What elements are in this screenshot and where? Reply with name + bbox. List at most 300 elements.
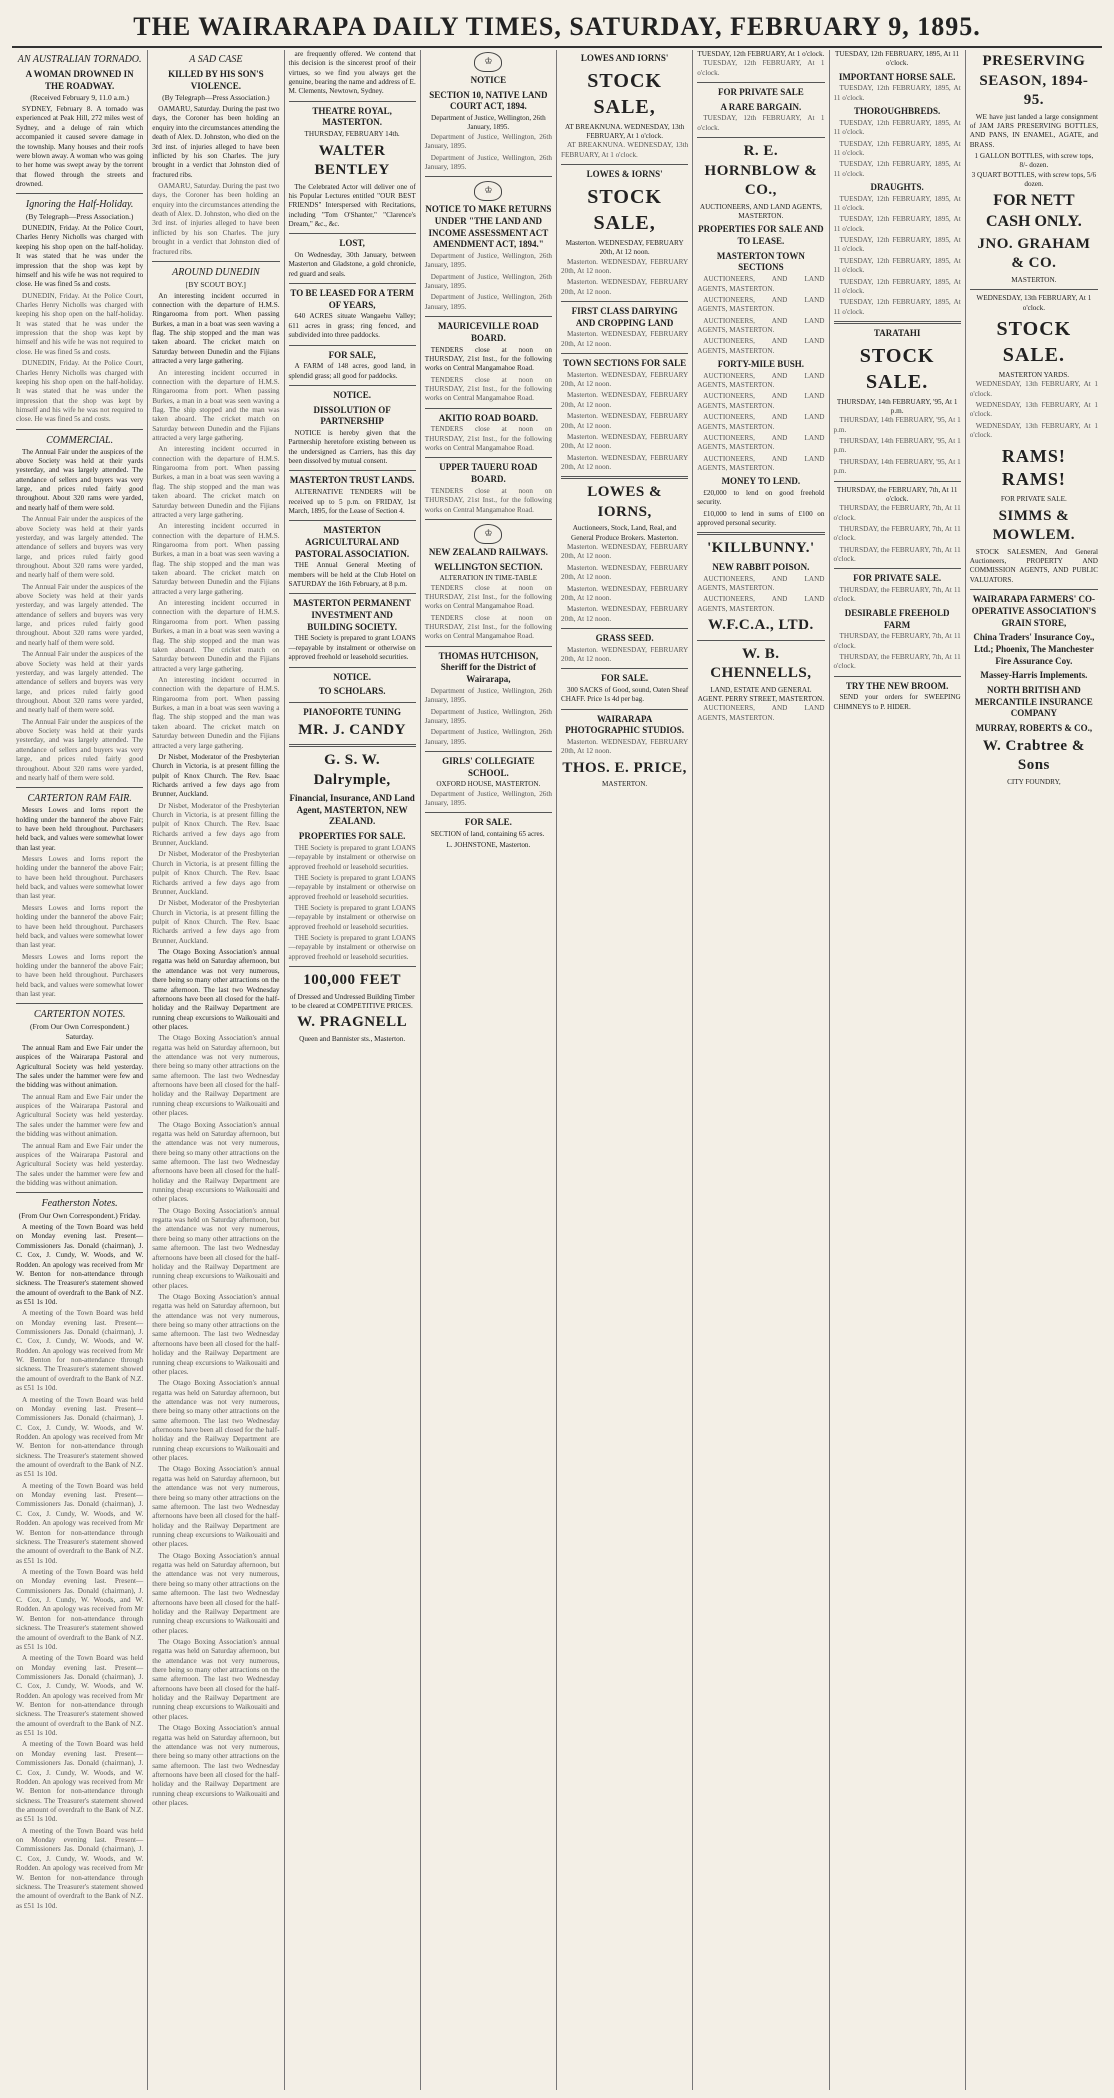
article-body: The Otago Boxing Association's annual regatta was held on Saturday afternoon, but the attendance was not very numerous, there being so many other attractions on the same afternoon. The last two Wednesday afternoons have been all closed for the half-holiday and the Railway Department are running cheap excursions to Waikouaiti and other places. [152, 948, 280, 1031]
ad-rabbit-poison: NEW RABBIT POISON. [712, 561, 810, 572]
ad-dairying-land: FIRST CLASS DAIRYING AND CROPPING LAND [571, 305, 678, 328]
ad-text: TUESDAY, 12th FEBRUARY, 1895, At 11 o'clock. [833, 298, 961, 316]
notice-text: TENDERS close at noon on THURSDAY, 21st Inst., for the following works on Central Mangamahoe Road. [424, 613, 552, 641]
article-body: Messrs Lowes and Iorns report the holding under the bannerof the above Fair; to have been held throughout. Purchasers held back, and values were somewhat lower than last year. [16, 952, 144, 999]
ad-for-sale: FOR SALE, [328, 349, 376, 360]
divider [561, 628, 688, 629]
divider [289, 667, 416, 668]
divider [425, 519, 552, 520]
ad-text: Masterton. WEDNESDAY, FEBRUARY 20th, At 12 noon. [561, 370, 689, 389]
divider [425, 316, 552, 317]
headline-sad-case: A SAD CASE [189, 54, 243, 65]
ad-text: of Dressed and Undressed Building Timber to be cleared at COMPETITIVE PRICES. [289, 992, 415, 1010]
ad-text: Masterton. WEDNESDAY, FEBRUARY 20th, At 12 noon. [561, 584, 689, 602]
ad-text: THURSDAY, 14th FEBRUARY, '95, At 1 p.m. [833, 437, 961, 455]
ad-text: AUCTIONEERS, AND LAND AGENTS, MASTERTON. [697, 433, 825, 452]
ad-text: Masterton. WEDNESDAY, FEBRUARY 20th, At 12 noon. [561, 257, 689, 275]
ad-timber: 100,000 FEET [303, 972, 401, 989]
divider [697, 532, 824, 535]
ad-chennells: W. B. CHENNELLS, [710, 645, 812, 682]
ad-pragnell: W. PRAGNELL [297, 1014, 408, 1031]
article-body: The annual Ram and Ewe Fair under the auspices of the Wairarapa Pastoral and Agricultural Society was held yesterday. The sales under the hammer were few and the bidding was without animation. [16, 1043, 144, 1090]
divider [16, 787, 143, 788]
article-body: The annual Ram and Ewe Fair under the auspices of the Wairarapa Pastoral and Agricultural Society was held yesterday. The sales under the hammer were few and the bidding was without animation. [16, 1141, 144, 1187]
divider [970, 289, 1098, 290]
ad-text: WEDNESDAY, 13th FEBRUARY, At 1 o'clock. [969, 401, 1098, 419]
ad-walter-bentley: WALTER BENTLEY [314, 142, 390, 179]
article-body: OAMARU, Saturday. During the past two days, the Coroner has been holding an enquiry into the circumstances attending the death of Alex. D. Johnston, who died on the 3rd inst. of injuries alleged to have been inflicted by his son Charles. The jury brought in a verdict that Johnston died of fractured ribs. [152, 105, 280, 179]
ad-text: THURSDAY, the FEBRUARY, 7th, At 11 o'clock. [833, 586, 961, 604]
ad-text: TUESDAY, 12th FEBRUARY, 1895, At 11 o'clock. [833, 160, 961, 178]
ad-wfca: W.F.C.A., LTD. [707, 617, 814, 634]
ad-forty-mile-bush: FORTY-MILE BUSH. [717, 359, 805, 370]
divider [289, 744, 416, 747]
ad-text: The Celebrated Actor will deliver one of his Popular Lectures entitled "OUR BEST FRIENDS" Interspersed with Recitations, including "Tom O'Shanter," "Clarence's Dream," &c., &c. [288, 182, 416, 228]
divider [425, 408, 552, 409]
ad-text: AUCTIONEERS, AND LAND AGENTS, MASTERTON. [699, 202, 822, 221]
article-body: The Otago Boxing Association's annual regatta was held on Saturday afternoon, but the attendance was not very numerous, there being so many other attractions on the same afternoon. The last two Wednesday afternoons have been all closed for the half-holiday and the Railway Department are running cheap excursions to Waikouaiti and other places. [152, 1206, 280, 1290]
ad-notice: NOTICE. [333, 389, 371, 400]
ad-text: AUCTIONEERS, AND LAND AGENTS, MASTERTON. [697, 371, 825, 390]
ad-text: 300 SACKS of Good, sound, Oaten Sheaf CHAFF. Price 1s 4d per bag. [561, 686, 689, 704]
divider [289, 593, 416, 594]
ad-text: THURSDAY, the FEBRUARY, 7th, At 11 o'clock. [833, 545, 961, 564]
notice-signature: L. JOHNSTONE, Masterton. [446, 841, 531, 850]
article-body: An interesting incident occurred in connection with the departure of H.M.S. Ringarooma from port. When passing Burkes, a man in a boat was seen waving a flag. The ship stopped and the man was taken aboard. The cricket match on Saturday between Dunedin and the Fijians attracted a very large gathering. [152, 522, 280, 596]
ad-piano-tuning: PIANOFORTE TUNING [303, 706, 402, 717]
column-4 [421, 50, 557, 2090]
ad-text: 1 GALLON BOTTLES, with screw tops, 8/- dozen. [974, 151, 1094, 170]
ad-text: Masterton. WEDNESDAY, FEBRUARY 20th, At 12 noon. [561, 453, 689, 471]
divider [289, 966, 416, 967]
ad-text: AUCTIONEERS, AND LAND AGENTS, MASTERTON. [697, 595, 825, 613]
article-body: DUNEDIN, Friday. At the Police Court, Charles Henry Nicholls was charged with keeping his shop open on the half-holiday. It was stated that he was under the impression that the shop was kept by himself and his wife he was not required to close. He was fined 5s and costs. [16, 291, 144, 356]
ad-text: Masterton. WEDNESDAY, FEBRUARY 20th, At 12 noon. [561, 605, 689, 623]
ad-text: £20,000 to lend on good freehold security. [697, 488, 825, 507]
divider [561, 353, 688, 354]
notice-text: TENDERS close at noon on THURSDAY, 21st Inst., for the following works on Central Mangamahoe Road. [424, 375, 552, 403]
ad-trust-lands: MASTERTON TRUST LANDS. [289, 475, 415, 486]
notice-alteration: ALTERATION IN TIME-TABLE [439, 574, 538, 583]
notice-text: Department of Justice, Wellington, 26th January, 1895. [424, 293, 552, 311]
article-body: A meeting of the Town Board was held on Monday evening last. Present—Commissioners Jas. Donald (chairman), J. C. Cox, J. Cundy, W. Woods, and W. Rodden. An apology was received from Mr W. Benton for non-attendance through sickness. The Treasurer's statement showed the amount of overdraft to the Bank of N.Z. as £51 1s 10d. [16, 1568, 144, 1651]
column-2 [148, 50, 284, 2090]
byline: [BY SCOUT BOY.] [185, 279, 246, 289]
notice-text: TENDERS close at noon on THURSDAY, 21st Inst., for the following works on Central Mangamahoe Road. [424, 425, 552, 453]
divider [16, 1003, 143, 1004]
column-5 [557, 50, 693, 2090]
ad-text: AUCTIONEERS, AND LAND AGENTS, MASTERTON. [697, 704, 825, 722]
ad-lost: LOST, [339, 238, 365, 249]
article-body: The Annual Fair under the auspices of the above Society was held at their yards yesterday, and was largely attended. The attendance of sellers and buyers was very large, and prices ruled fairly good throughout. About 320 rams were yarded, and nearly half of them were sold. [16, 447, 144, 512]
article-body: Messrs Lowes and Iorns report the holding under the bannerof the above Fair; to have been held throughout. Purchasers held back, and values were somewhat lower than last year. [16, 855, 144, 901]
divider [425, 457, 552, 458]
article-body: Dr Nisbet, Moderator of the Presbyterian Church in Victoria, is at present filling the pulpit of Knox Church. The Rev. Isaac Richards arrived a few days ago from Brunner, Auckland. [152, 850, 280, 896]
ad-text: Auctioneers, Stock, Land, Real, and General Produce Brokers. Masterton. [571, 524, 679, 542]
headline-tornado: AN AUSTRALIAN TORNADO. [17, 54, 142, 65]
article-body: The Otago Boxing Association's annual regatta was held on Saturday afternoon, but the attendance was not very numerous, there being so many other attractions on the same afternoon. The last two Wednesday afternoons have been all closed for the half-holiday and the Railway Department are running cheap excursions to Waikouaiti and other places. [152, 1551, 280, 1635]
ad-jno-graham: JNO. GRAHAM & CO. [977, 235, 1091, 272]
ad-text: FOR PRIVATE SALE. [1000, 495, 1067, 504]
notice-text: Department of Justice, Wellington, 26th January, 1895. [424, 789, 552, 808]
divider [561, 668, 688, 669]
article-body: An interesting incident occurred in connection with the departure of H.M.S. Ringarooma from port. When passing Burkes, a man in a boat was seen waving a flag. The ship stopped and the man was taken aboard. The cricket match on Saturday between Dunedin and the Fijians attracted a very large gathering. [152, 291, 280, 366]
ad-thos-price: THOS. E. PRICE, [562, 759, 687, 776]
ad-text: TUESDAY, 12th FEBRUARY, 1895, At 11 o'clock. [833, 277, 961, 295]
article-body: Messrs Lowes and Iorns report the holding under the bannerof the above Fair; to have been held throughout. Purchasers held back, and values were somewhat lower than last year. [16, 806, 144, 852]
ad-text: Masterton. WEDNESDAY, FEBRUARY 20th, At 12 noon. [565, 238, 684, 257]
ad-lowes-iorns: LOWES AND IORNS' [580, 53, 669, 63]
article-body: An interesting incident occurred in connection with the departure of H.M.S. Ringarooma from port. When passing Burkes, a man in a boat was seen waving a flag. The ship stopped and the man was taken aboard. The cricket match on Saturday between Dunedin and the Fijians attracted a very large gathering. [152, 445, 280, 519]
notice-text: Department of Justice, Wellington, 26th January, 1895. [424, 251, 552, 270]
ad-stock-sale-2: STOCK SALE, [587, 185, 662, 234]
article-body: The Otago Boxing Association's annual regatta was held on Saturday afternoon, but the attendance was not very numerous, there being so many other attractions on the same afternoon. The last two Wednesday afternoons have been all closed for the half-holiday and the Railway Department are running cheap excursions to Waikouaiti and other places. [152, 1293, 280, 1376]
ad-text: STOCK SALESMEN, And General Auctioneers, PROPERTY AND COMMISSION AGENTS, AND PUBLIC VALUATORS. [969, 547, 1098, 584]
notice-girls-school: GIRLS' COLLEGIATE SCHOOL. [442, 755, 535, 778]
columns [12, 50, 1102, 2090]
article-body: The Otago Boxing Association's annual regatta was held on Saturday afternoon, but the attendance was not very numerous, there being so many other attractions on the same afternoon. The last two Wednesday afternoons have been all closed for the half-holiday and the Railway Department are running cheap excursions to Waikouaiti and other places. [152, 1465, 280, 1549]
ad-north-british: NORTH BRITISH AND MERCANTILE INSURANCE COMPANY [974, 684, 1093, 719]
ad-dissolution: DISSOLUTION OF PARTNERSHIP [313, 404, 391, 427]
article-body: A meeting of the Town Board was held on Monday evening last. Present—Commissioners Jas. Donald (chairman), J. C. Cox, J. Cundy, W. Woods, and W. Rodden. An apology was received from Mr W. Benton for non-attendance through sickness. The Treasurer's statement showed the amount of overdraft to the Bank of N.Z. as £51 1s 10d. [16, 1740, 144, 1824]
column-1 [12, 50, 148, 2090]
notice-sheriff: THOMAS HUTCHISON, Sheriff for the District of Wairarapa, [438, 650, 539, 685]
divider [289, 702, 416, 703]
ad-grain-store: WAIRARAPA FARMERS' CO-OPERATIVE ASSOCIATION'S GRAIN STORE, [971, 594, 1097, 628]
ad-private-sale: FOR PRIVATE SALE [718, 87, 804, 98]
notice-text: Department of Justice, Wellington, 26th January, 1895. [424, 132, 552, 151]
notice-text: TENDERS close at noon on THURSDAY, 21st Inst., for the following works on Central Mangamahoe Road. [424, 486, 552, 514]
headline-carterton-notes: CARTERTON NOTES. [33, 1009, 126, 1021]
ad-text: WE have just landed a large consignment of JAM JARS PRESERVING BOTTLES, AND PANS, IN ENAMEL, AGATE, and BRASS. [969, 112, 1098, 149]
notice-heading: NOTICE [470, 75, 507, 85]
ad-text: WEDNESDAY, 13th FEBRUARY, At 1 o'clock. [969, 380, 1098, 398]
article-body: A meeting of the Town Board was held on Monday evening last. Present—Commissioners Jas. Donald (chairman), J. C. Cox, J. Cundy, W. Woods, and W. Rodden. An apology was received from Mr W. Benton for non-attendance through sickness. The Treasurer's statement showed the amount of overdraft to the Bank of N.Z. as £51 1s 10d. [16, 1309, 144, 1393]
ad-text: Masterton. WEDNESDAY, FEBRUARY 20th, At 12 noon. [561, 645, 689, 663]
ad-text: AUCTIONEERS, AND LAND AGENTS, MASTERTON. [697, 413, 825, 431]
article-body: The Annual Fair under the auspices of the above Society was held at their yards yesterday, and was largely attended. The attendance of sellers and buyers was very large, and prices ruled fairly good throughout. About 320 rams were yarded, and nearly half of them were sold. [16, 717, 144, 782]
dateline: (From Our Own Correspondent.) Friday. [18, 1211, 141, 1221]
ad-massey-harris: Massey-Harris Implements. [980, 670, 1088, 681]
ad-simms-mowlem: SIMMS & MOWLEM. [992, 507, 1075, 544]
ad-date: TUESDAY, 12th FEBRUARY, 1895, At 11 o'clock. [835, 50, 960, 68]
article-body: The Otago Boxing Association's annual regatta was held on Saturday afternoon, but the attendance was not very numerous, there being so many other attractions on the same afternoon. The last two Wednesday afternoons have been all closed for the half-holiday and the Railway Department are running cheap excursions to Waikouaiti and other places. [152, 1637, 280, 1721]
ad-properties: PROPERTIES FOR SALE. [298, 831, 406, 842]
ad-text: Masterton. WEDNESDAY, FEBRUARY 20th, At 12 noon. [561, 738, 689, 756]
divider [425, 646, 552, 647]
ad-text: Masterton. WEDNESDAY, FEBRUARY 20th, At 12 noon. [561, 330, 689, 348]
ad-text: Masterton. WEDNESDAY, FEBRUARY 20th, At 12 noon. [561, 278, 689, 296]
ad-text: Masterton. WEDNESDAY, FEBRUARY 20th, At 12 noon. [561, 391, 689, 409]
column-6 [693, 50, 829, 2090]
ad-text: ALTERNATIVE TENDERS will be received up to 5 p.m. on FRIDAY, 1st March, 1895, for the Lease of Section 4. [288, 488, 416, 515]
divider [834, 568, 961, 569]
ad-text: THE Society is prepared to grant LOANS—repayable by instalment or otherwise on approved freehold or leasehold securities. [288, 843, 416, 871]
notice-text: Department of Justice, Wellington, 26th January, 1895. [424, 707, 552, 725]
ad-photo-studios: WAIRARAPA PHOTOGRAPHIC STUDIOS. [565, 713, 685, 736]
subheadline-woman-drowned: A WOMAN DROWNED IN THE ROADWAY. [25, 69, 134, 91]
ad-town-sections: TOWN SECTIONS FOR SALE [563, 358, 687, 369]
article-body: Dr Nisbet, Moderator of the Presbyterian Church in Victoria, is at present filling the pulpit of Knox Church. The Rev. Isaac Richards arrived a few days ago from Brunner, Auckland. [152, 752, 280, 799]
ad-rams: RAMS! RAMS! [1001, 445, 1066, 489]
divider [561, 476, 688, 479]
headline-half-holiday: Ignoring the Half-Holiday. [25, 199, 134, 211]
notice-text: Department of Justice, Wellington, 26th January, 1895. [424, 686, 552, 705]
ad-lowes-iorns-2: LOWES & IORNS' [586, 169, 663, 180]
ad-text: 3 QUART BOTTLES, with screw tops, 5/6 dozen. [971, 170, 1097, 189]
ad-text: 640 ACRES situate Wangaehu Valley; 611 acres in grass; ring fenced, and subdivided into three paddocks. [288, 312, 416, 340]
ad-private-sale: FOR PRIVATE SALE. [853, 573, 942, 584]
ad-text: AUCTIONEERS, AND LAND AGENTS, MASTERTON. [697, 392, 825, 410]
divider [425, 812, 552, 813]
ad-dalrymple: G. S. W. Dalrymple, [313, 752, 391, 788]
ad-crabtree: W. Crabtree & Sons [982, 737, 1085, 774]
ad-text: TUESDAY, 12th FEBRUARY, At 1 o'clock. [697, 114, 825, 132]
divider [16, 1192, 143, 1193]
notice-text: Department of Justice, Wellington, 26th January, 1895. [424, 153, 552, 171]
ad-text: AUCTIONEERS, AND LAND AGENTS, MASTERTON. [697, 275, 825, 293]
notice-mauriceville: MAURICEVILLE ROAD BOARD. [437, 321, 539, 343]
ad-text: TUESDAY, 12th FEBRUARY, At 1 o'clock. [697, 59, 825, 77]
divider [561, 301, 688, 302]
column-3 [285, 50, 421, 2090]
ad-text: AT BREAKNUNA. WEDNESDAY, 13th FEBRUARY, At 1 o'clock. [561, 141, 689, 159]
divider [289, 520, 416, 521]
notice-wellington-section: WELLINGTON SECTION. [434, 561, 543, 572]
article-body: Dr Nisbet, Moderator of the Presbyterian Church in Victoria, is at present filling the pulpit of Knox Church. The Rev. Isaac Richards arrived a few days ago from Brunner, Auckland. [152, 899, 280, 945]
ad-text: AUCTIONEERS, AND LAND AGENTS, MASTERTON. [697, 454, 825, 472]
ad-text: MASTERTON. [1011, 275, 1057, 284]
ad-text: THE Society is prepared to grant LOANS—repayable by instalment or otherwise on approved freehold or leasehold securities. [288, 934, 416, 961]
headline-featherston-notes: Featherston Notes. [41, 1198, 118, 1210]
ad-text: TUESDAY, 12th FEBRUARY, 1895, At 11 o'clock. [833, 256, 961, 275]
ad-text: NOTICE is hereby given that the Partnership heretofore existing between us the undersigned as Carriers, has this day been dissolved by mutual consent. [288, 429, 416, 466]
column-8 [966, 50, 1102, 2090]
ad-text: MASTERTON YARDS. [998, 371, 1069, 380]
ad-text: Queen and Bannister sts., Masterton. [299, 1034, 406, 1043]
dateline: (By Telegraph—Press Association.) [162, 93, 270, 103]
ad-text: are frequently offered. We contend that this decision is the sincerest proof of their virtues, so we find you always get the genuine, bearing the name and address of E. M. Clements, Newtown, Sydney. [288, 50, 416, 96]
ad-stock-sale: STOCK SALE. [859, 344, 935, 393]
ad-date: THURSDAY, 14th FEBRUARY, '95, At 1 p.m. [836, 397, 958, 416]
royal-crest-icon: ♔ [474, 524, 502, 544]
article-body: DUNEDIN, Friday. At the Police Court, Charles Henry Nicholls was charged with keeping his shop open on the half-holiday. It was stated that he was under the impression that the shop was kept by himself and his wife he was not required to close. He was fined 5s and costs. [16, 224, 144, 289]
ad-to-scholars: TO SCHOLARS. [318, 686, 386, 697]
ad-text: LAND, ESTATE AND GENERAL AGENT. PERRY STREET, MASTERTON. [697, 685, 825, 703]
ad-text: THE Society is prepared to grant LOANS—repayable by instalment or otherwise on approved freehold or leasehold securities. [288, 903, 416, 931]
divider [289, 101, 416, 102]
ad-date: THURSDAY, FEBRUARY 14th. [304, 130, 400, 139]
divider [289, 283, 416, 284]
notice-text: TENDERS close at noon on THURSDAY, 21st Inst., for the following works on Central Mangamahoe Road. [424, 345, 552, 373]
ad-text: CITY FOUNDRY, [1007, 777, 1061, 786]
ad-text: TUESDAY, 12th FEBRUARY, 1895, At 11 o'clock. [833, 118, 961, 137]
ad-text: AT BREAKNUNA. WEDNESDAY, 13th FEBRUARY, At 1 o'clock. [564, 122, 685, 141]
royal-crest-icon: ♔ [474, 181, 502, 201]
subheadline-killed: KILLED BY HIS SON'S VIOLENCE. [168, 69, 264, 91]
ad-text: THURSDAY, the FEBRUARY, 7th, At 11 o'clock. [833, 504, 961, 522]
dateline: (From Our Own Correspondent.) Saturday. [30, 1022, 130, 1042]
ad-text: WEDNESDAY, 13th FEBRUARY, At 1 o'clock. [969, 421, 1098, 440]
ad-horse-sale: IMPORTANT HORSE SALE. [838, 71, 956, 82]
article-body: DUNEDIN, Friday. At the Police Court, Charles Henry Nicholls was charged with keeping his shop open on the half-holiday. It was stated that he was under the impression that the shop was kept by himself and his wife he was not required to close. He was fined 5s and costs. [16, 359, 144, 424]
ad-preserving-season: PRESERVING SEASON, 1894-95. [979, 53, 1089, 108]
ad-text: TUESDAY, 12th FEBRUARY, 1895, At 11 o'clock. [833, 194, 961, 213]
notice-railways: NEW ZEALAND RAILWAYS. [428, 546, 548, 557]
ad-text: THURSDAY, 14th FEBRUARY, '95, At 1 p.m. [833, 457, 961, 476]
ad-text: TUESDAY, 12th FEBRUARY, 1895, At 11 o'clock. [833, 139, 961, 157]
notice-for-sale: FOR SALE. [464, 817, 512, 828]
notice-akitio: AKITIO ROAD BOARD. [438, 412, 538, 423]
notice-upper-taueru: UPPER TAUERU ROAD BOARD. [439, 462, 538, 485]
ad-text: THURSDAY, the FEBRUARY, 7th, At 11 o'clock. [833, 652, 961, 671]
ad-dalrymple-sub: Financial, Insurance, AND Land Agent, MASTERTON, NEW ZEALAND. [289, 793, 415, 827]
notice-text: TENDERS close at noon on THURSDAY, 21st Inst., for the following works on Central Mangamahoe Road. [424, 583, 552, 611]
headline-carterton-ram-fair: CARTERTON RAM FAIR. [27, 793, 132, 805]
headline-around-dunedin: AROUND DUNEDIN [172, 266, 260, 278]
ad-date: TUESDAY, 12th FEBRUARY, At 1 o'clock. [697, 50, 825, 58]
ad-text: A FARM of 148 acres, good land, in splendid grass; all good for paddocks. [288, 362, 416, 380]
ad-text: AUCTIONEERS, AND LAND AGENTS, MASTERTON. [697, 295, 825, 314]
ad-murray-roberts: MURRAY, ROBERTS & CO., [975, 723, 1093, 734]
ad-building-society: MASTERTON PERMANENT INVESTMENT AND BUILDING SOCIETY. [293, 598, 412, 632]
ad-nett-cash: FOR NETT CASH ONLY. [986, 192, 1082, 231]
ad-thoroughbreds: THOROUGHBREDS. [853, 106, 941, 117]
divider [16, 193, 143, 194]
ad-grass-seed: GRASS SEED. [595, 632, 654, 643]
ad-text: On Wednesday, 30th January, between Masterton and Gladstone, a gold chronicle, red guard and seals. [288, 251, 416, 278]
ad-text: THURSDAY, the FEBRUARY, 7th, At 11 o'clock. [833, 632, 961, 650]
ad-text: TUESDAY, 12th FEBRUARY, 1895, At 11 o'clock. [833, 84, 961, 102]
ad-date: WEDNESDAY, 13th FEBRUARY, At 1 o'clock. [976, 294, 1092, 312]
divider [289, 470, 416, 471]
divider [970, 589, 1098, 590]
ad-mr-candy: MR. J. CANDY [298, 721, 406, 738]
ad-text: THE Annual General Meeting of members will be held at the Club Hotel on SATURDAY the 16th February, at 8 p.m. [288, 561, 416, 588]
article-body: A meeting of the Town Board was held on Monday evening last. Present—Commissioners Jas. Donald (chairman), J. C. Cox, J. Cundy, W. Woods, and W. Rodden. An apology was received from Mr W. Benton for non-attendance through sickness. The Treasurer's statement showed the amount of overdraft to the Bank of N.Z. as £51 1s 10d. [16, 1826, 144, 1910]
ad-text: THE Society is prepared to grant LOANS—repayable by instalment or otherwise on approved freehold or leasehold securities. [288, 634, 416, 662]
column-7 [830, 50, 966, 2090]
ad-text: AUCTIONEERS, AND LAND AGENTS, MASTERTON. [697, 574, 825, 592]
ad-stock-sale: STOCK SALE, [587, 69, 662, 118]
article-body: A meeting of the Town Board was held on Monday evening last. Present—Commissioners Jas. Donald (chairman), J. C. Cox, J. Cundy, W. Woods, and W. Rodden. An apology was received from Mr W. Benton for non-attendance through sickness. The Treasurer's statement showed the amount of overdraft to the Bank of N.Z. as £51 1s 10d. [16, 1654, 144, 1738]
divider [697, 137, 824, 138]
dateline: (Received February 9, 11.0 a.m.) [30, 93, 130, 103]
divider [561, 709, 688, 710]
ad-rare-bargain: A RARE BARGAIN. [720, 101, 802, 112]
ad-text: THURSDAY, 14th FEBRUARY, '95, At 1 p.m. [833, 416, 961, 434]
divider [834, 676, 961, 677]
headline-commercial: COMMERCIAL. [46, 434, 114, 446]
article-body: The Otago Boxing Association's annual regatta was held on Saturday afternoon, but the attendance was not very numerous, there being so many other attractions on the same afternoon. The last two Wednesday afternoons have been all closed for the half-holiday and the Railway Department are running cheap excursions to Waikouaiti and other places. [152, 1120, 280, 1204]
ad-text: £10,000 to lend in sums of £100 on approved personal security. [697, 509, 825, 528]
ad-text: Masterton. WEDNESDAY, FEBRUARY 20th, At 12 noon. [561, 412, 689, 430]
ad-new-broom: TRY THE NEW BROOM. [845, 680, 949, 691]
ad-theatre-royal: THEATRE ROYAL, MASTERTON. [312, 105, 392, 128]
ad-properties: PROPERTIES FOR SALE AND TO LEASE. [698, 224, 824, 247]
ad-text: SEND your orders for SWEEPING CHIMNEYS to P. HIDER. [833, 693, 961, 711]
divider [425, 176, 552, 177]
divider [289, 345, 416, 346]
divider [834, 481, 961, 482]
article-body: An interesting incident occurred in connection with the departure of H.M.S. Ringarooma from port. When passing Burkes, a man in a boat was seen waving a flag. The ship stopped and the man was taken aboard. The cricket match on Saturday between Dunedin and the Fijians attracted a very large gathering. [152, 599, 280, 673]
ad-text: Masterton. WEDNESDAY, FEBRUARY 20th, At 12 noon. [561, 432, 689, 451]
article-body: The Otago Boxing Association's annual regatta was held on Saturday afternoon, but the attendance was not very numerous, there being so many other attractions on the same afternoon. The last two Wednesday afternoons have been all closed for the half-holiday and the Railway Department are running cheap excursions to Waikouaiti and other places. [152, 1724, 280, 1808]
masthead: THE WAIRARAPA DAILY TIMES, SATURDAY, FEBRUARY 9, 1895. [12, 8, 1102, 48]
ad-notice-2: NOTICE. [333, 671, 371, 682]
article-body: Dr Nisbet, Moderator of the Presbyterian Church in Victoria, is at present filling the pulpit of Knox Church. The Rev. Isaac Richards arrived a few days ago from Brunner, Auckland. [152, 801, 280, 848]
divider [16, 429, 143, 430]
ad-lowes-iorns-main: LOWES & IORNS, [587, 484, 662, 520]
dateline: (By Telegraph—Press Association.) [25, 212, 134, 222]
ad-hornblow: R. E. HORNBLOW & CO., [704, 143, 818, 199]
ad-insurance: China Traders' Insurance Coy., Ltd.; Phoenix, The Manchester Fire Assurance Coy. [973, 632, 1095, 666]
divider [697, 82, 824, 83]
ad-killbunny: 'KILLBUNNY.' [707, 540, 815, 557]
divider [152, 261, 279, 262]
divider [425, 751, 552, 752]
article-body: SYDNEY, February 8. A tornado was experienced at Peak Hill, 272 miles west of Sydney, and a deluge of rain which accompanied it caused severe damage in the township. Many houses and their roofs were blown away. A woman who was going to her home was swept away by the torrent that flowed through the streets and drowned. [16, 105, 144, 188]
article-body: OAMARU, Saturday. During the past two days, the Coroner has been holding an enquiry into the circumstances attending the death of Alex. D. Johnston, who died on the 3rd inst. of injuries alleged to have been inflicted by his son Charles. The jury brought in a verdict that Johnston died of fractured ribs. [152, 182, 280, 256]
ad-to-lease: TO BE LEASED FOR A TERM OF YEARS, [290, 288, 414, 310]
article-body: An interesting incident occurred in connection with the departure of H.M.S. Ringarooma from port. When passing Burkes, a man in a boat was seen waving a flag. The ship stopped and the man was taken aboard. The cricket match on Saturday between Dunedin and the Fijians attracted a very large gathering. [152, 676, 280, 750]
notice-text: Department of Justice, Wellington, 26th January, 1895. [424, 728, 552, 746]
royal-crest-icon: ♔ [474, 52, 502, 72]
ad-text: Masterton. WEDNESDAY, FEBRUARY 20th, At 12 noon. [561, 563, 689, 582]
divider [289, 385, 416, 386]
article-body: A meeting of the Town Board was held on Monday evening last. Present—Commissioners Jas. Donald (chairman), J. C. Cox, J. Cundy, W. Woods, and W. Rodden. An apology was received from Mr W. Benton for non-attendance through sickness. The Treasurer's statement showed the amount of overdraft to the Bank of N.Z. as £51 1s 10d. [16, 1223, 144, 1306]
divider [834, 321, 961, 324]
ad-text: AUCTIONEERS, AND LAND AGENTS, MASTERTON. [697, 337, 825, 355]
ad-ap-association: MASTERTON AGRICULTURAL AND PASTORAL ASSOCIATION. [295, 525, 410, 559]
ad-text: Masterton. WEDNESDAY, FEBRUARY 20th, At 12 noon. [561, 543, 689, 561]
ad-town-sections: MASTERTON TOWN SECTIONS [716, 250, 805, 273]
article-body: The annual Ram and Ewe Fair under the auspices of the Wairarapa Pastoral and Agricultural Society was held yesterday. The sales under the hammer were few and the bidding was without animation. [16, 1092, 144, 1139]
ad-taratahi: TARATAHI [873, 327, 921, 338]
ad-text: MASTERTON. [602, 780, 648, 789]
article-body: The Otago Boxing Association's annual regatta was held on Saturday afternoon, but the attendance was not very numerous, there being so many other attractions on the same afternoon. The last two Wednesday afternoons have been all closed for the half-holiday and the Railway Department are running cheap excursions to Waikouaiti and other places. [152, 1034, 280, 1118]
divider [697, 640, 824, 641]
notice-text: Department of Justice, Wellington, 26th January, 1895. [424, 272, 552, 291]
ad-text: TUESDAY, 12th FEBRUARY, 1895, At 11 o'clock. [833, 236, 961, 254]
ad-for-sale: FOR SALE. [601, 673, 649, 684]
ad-date: THURSDAY, the FEBRUARY, 7th, At 11 o'clock. [836, 485, 958, 503]
ad-text: AUCTIONEERS, AND LAND AGENTS, MASTERTON. [697, 316, 825, 334]
article-body: The Annual Fair under the auspices of the above Society was held at their yards yesterday, and was largely attended. The attendance of sellers and buyers was very large, and prices ruled fairly good throughout. About 320 rams were yarded, and nearly half of them were sold. [16, 582, 144, 647]
ad-money-to-lend: MONEY TO LEND. [721, 476, 801, 487]
notice-subheading: SECTION 10, NATIVE LAND COURT ACT, 1894. [429, 89, 548, 112]
article-body: A meeting of the Town Board was held on Monday evening last. Present—Commissioners Jas. Donald (chairman), J. C. Cox, J. Cundy, W. Woods, and W. Rodden. An apology was received from Mr W. Benton for non-attendance through sickness. The Treasurer's statement showed the amount of overdraft to the Bank of N.Z. as £51 1s 10d. [16, 1395, 144, 1479]
notice-text: OXFORD HOUSE, MASTERTON. [436, 780, 541, 789]
ad-draughts: DRAUGHTS. [870, 181, 924, 192]
article-body: Messrs Lowes and Iorns report the holding under the bannerof the above Fair; to have been held throughout. Purchasers held back, and values were somewhat lower than last year. [16, 903, 144, 950]
ad-text: THE Society is prepared to grant LOANS—repayable by instalment or otherwise on approved freehold or leasehold securities. [288, 873, 416, 901]
article-body: The Annual Fair under the auspices of the above Society was held at their yards yesterday, and was largely attended. The attendance of sellers and buyers was very large, and prices ruled fairly good throughout. About 320 rams were yarded, and nearly half of them were sold. [16, 650, 144, 715]
ad-text: THURSDAY, the FEBRUARY, 7th, At 11 o'clock. [833, 524, 961, 543]
divider [561, 164, 688, 165]
article-body: The Annual Fair under the auspices of the above Society was held at their yards yesterday, and was largely attended. The attendance of sellers and buyers was very large, and prices ruled fairly good throughout. About 320 rams were yarded, and nearly half of them were sold. [16, 515, 144, 580]
article-body: A meeting of the Town Board was held on Monday evening last. Present—Commissioners Jas. Donald (chairman), J. C. Cox, J. Cundy, W. Woods, and W. Rodden. An apology was received from Mr W. Benton for non-attendance through sickness. The Treasurer's statement showed the amount of overdraft to the Bank of N.Z. as £51 1s 10d. [16, 1481, 144, 1565]
article-body: The Otago Boxing Association's annual regatta was held on Saturday afternoon, but the attendance was not very numerous, there being so many other attractions on the same afternoon. The last two Wednesday afternoons have been all closed for the half-holiday and the Railway Department are running cheap excursions to Waikouaiti and other places. [152, 1379, 280, 1463]
notice-returns: NOTICE TO MAKE RETURNS UNDER "THE LAND AND INCOME ASSESSMENT ACT AMENDMENT ACT, 1894." [425, 204, 552, 250]
notice-text: SECTION of land, containing 65 acres. [430, 830, 545, 839]
ad-stock-sale: STOCK SALE. [996, 318, 1072, 367]
notice-date: Department of Justice, Wellington, 26th January, 1895. [431, 114, 546, 132]
ad-freehold-farm: DESIRABLE FREEHOLD FARM [844, 607, 950, 630]
ad-text: TUESDAY, 12th FEBRUARY, 1895, At 11 o'clock. [833, 215, 961, 233]
divider [289, 233, 416, 234]
article-body: An interesting incident occurred in connection with the departure of H.M.S. Ringarooma from port. When passing Burkes, a man in a boat was seen waving a flag. The ship stopped and the man was taken aboard. The cricket match on Saturday between Dunedin and the Fijians attracted a very large gathering. [152, 368, 280, 443]
